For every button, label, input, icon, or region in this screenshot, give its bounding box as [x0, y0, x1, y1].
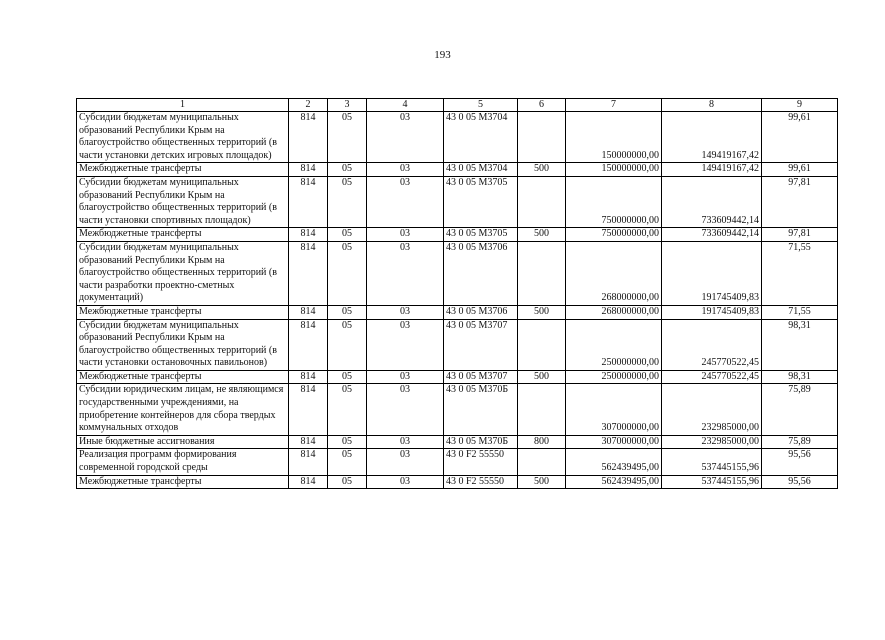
table-row	[77, 475, 838, 489]
cell-col5: 43 0 05 М3707	[444, 370, 518, 384]
cell-col4: 03	[367, 449, 444, 475]
table-row	[77, 449, 838, 475]
table-row	[77, 176, 838, 227]
table-row	[77, 384, 838, 435]
cell-name: Реализация программ формирования современной городской среды	[77, 449, 289, 475]
cell-col6: 500	[518, 475, 566, 489]
cell-col8: 191745409,83	[662, 305, 762, 319]
cell-col7: 250000000,00	[566, 319, 662, 370]
cell-col7: 268000000,00	[566, 241, 662, 305]
cell-name: Субсидии бюджетам муниципальных образований Республики Крым на благоустройство общественных территорий (в части установки детских игровых площадок)	[77, 112, 289, 163]
cell-name: Межбюджетные трансферты	[77, 228, 289, 242]
cell-col4: 03	[367, 176, 444, 227]
cell-col3: 05	[328, 241, 367, 305]
cell-col9: 97,81	[762, 176, 838, 227]
cell-col6	[518, 112, 566, 163]
cell-col6: 800	[518, 435, 566, 449]
cell-name: Субсидии бюджетам муниципальных образований Республики Крым на благоустройство общественных территорий (в части установки спортивных площадок)	[77, 176, 289, 227]
cell-col9: 71,55	[762, 241, 838, 305]
cell-col3: 05	[328, 449, 367, 475]
cell-col7: 307000000,00	[566, 384, 662, 435]
cell-col5: 43 0 05 М3706	[444, 305, 518, 319]
cell-col3: 05	[328, 305, 367, 319]
cell-col3: 05	[328, 228, 367, 242]
cell-col7: 750000000,00	[566, 228, 662, 242]
cell-col5: 43 0 F2 55550	[444, 449, 518, 475]
page-number: 193	[434, 49, 451, 61]
cell-name: Субсидии бюджетам муниципальных образований Республики Крым на благоустройство общественных территорий (в части разработки проектно-сметных документаций)	[77, 241, 289, 305]
cell-col3: 05	[328, 319, 367, 370]
table-row	[77, 163, 838, 177]
cell-col2: 814	[289, 319, 328, 370]
cell-col7: 150000000,00	[566, 163, 662, 177]
cell-col7: 562439495,00	[566, 449, 662, 475]
budget-table	[76, 98, 838, 489]
cell-col8: 733609442,14	[662, 176, 762, 227]
cell-name: Межбюджетные трансферты	[77, 475, 289, 489]
cell-col5: 43 0 05 М3705	[444, 228, 518, 242]
header-cell: 3	[328, 99, 367, 112]
table-row	[77, 241, 838, 305]
cell-col2: 814	[289, 305, 328, 319]
cell-col7: 562439495,00	[566, 475, 662, 489]
cell-col9: 75,89	[762, 384, 838, 435]
cell-col6: 500	[518, 163, 566, 177]
cell-col8: 245770522,45	[662, 319, 762, 370]
cell-col8: 537445155,96	[662, 475, 762, 489]
cell-col9: 95,56	[762, 475, 838, 489]
cell-col8: 232985000,00	[662, 435, 762, 449]
table-row	[77, 319, 838, 370]
cell-name: Субсидии юридическим лицам, не являющимся государственными учреждениями, на приобретение контейнеров для сбора твердых коммунальных отходов	[77, 384, 289, 435]
cell-col2: 814	[289, 475, 328, 489]
header-cell: 4	[367, 99, 444, 112]
cell-col2: 814	[289, 449, 328, 475]
cell-col2: 814	[289, 112, 328, 163]
cell-col6	[518, 241, 566, 305]
cell-col2: 814	[289, 176, 328, 227]
cell-col3: 05	[328, 163, 367, 177]
cell-col4: 03	[367, 241, 444, 305]
header-cell: 2	[289, 99, 328, 112]
cell-col3: 05	[328, 475, 367, 489]
cell-col6	[518, 449, 566, 475]
cell-col7: 250000000,00	[566, 370, 662, 384]
cell-col9: 97,81	[762, 228, 838, 242]
cell-col9: 95,56	[762, 449, 838, 475]
cell-col6: 500	[518, 305, 566, 319]
cell-col6	[518, 176, 566, 227]
cell-col8: 733609442,14	[662, 228, 762, 242]
cell-col7: 750000000,00	[566, 176, 662, 227]
cell-col4: 03	[367, 163, 444, 177]
header-row	[77, 99, 838, 112]
cell-col6	[518, 319, 566, 370]
cell-col4: 03	[367, 319, 444, 370]
cell-col2: 814	[289, 228, 328, 242]
cell-col3: 05	[328, 370, 367, 384]
cell-col9: 98,31	[762, 370, 838, 384]
cell-col8: 191745409,83	[662, 241, 762, 305]
cell-col6: 500	[518, 370, 566, 384]
cell-col2: 814	[289, 435, 328, 449]
cell-col8: 232985000,00	[662, 384, 762, 435]
cell-col4: 03	[367, 384, 444, 435]
cell-col2: 814	[289, 163, 328, 177]
cell-col9: 99,61	[762, 112, 838, 163]
cell-col9: 75,89	[762, 435, 838, 449]
cell-col5: 43 0 05 М3704	[444, 112, 518, 163]
table-row	[77, 305, 838, 319]
cell-col5: 43 0 05 М370Б	[444, 435, 518, 449]
cell-col5: 43 0 05 М3707	[444, 319, 518, 370]
header-cell: 7	[566, 99, 662, 112]
cell-col8: 149419167,42	[662, 112, 762, 163]
cell-name: Иные бюджетные ассигнования	[77, 435, 289, 449]
table-row	[77, 435, 838, 449]
cell-col5: 43 0 05 М3704	[444, 163, 518, 177]
cell-col6	[518, 384, 566, 435]
cell-col7: 268000000,00	[566, 305, 662, 319]
cell-col3: 05	[328, 112, 367, 163]
cell-col5: 43 0 05 М3706	[444, 241, 518, 305]
cell-col2: 814	[289, 384, 328, 435]
cell-col5: 43 0 F2 55550	[444, 475, 518, 489]
cell-col4: 03	[367, 228, 444, 242]
cell-col4: 03	[367, 305, 444, 319]
cell-col3: 05	[328, 435, 367, 449]
cell-col8: 537445155,96	[662, 449, 762, 475]
cell-col5: 43 0 05 М370Б	[444, 384, 518, 435]
cell-col7: 307000000,00	[566, 435, 662, 449]
cell-name: Межбюджетные трансферты	[77, 370, 289, 384]
header-cell: 8	[662, 99, 762, 112]
table-row	[77, 112, 838, 163]
cell-col8: 245770522,45	[662, 370, 762, 384]
header-cell: 1	[77, 99, 289, 112]
cell-col6: 500	[518, 228, 566, 242]
cell-col9: 98,31	[762, 319, 838, 370]
cell-col9: 71,55	[762, 305, 838, 319]
cell-col4: 03	[367, 435, 444, 449]
cell-col3: 05	[328, 176, 367, 227]
cell-col4: 03	[367, 370, 444, 384]
header-cell: 5	[444, 99, 518, 112]
table-row	[77, 370, 838, 384]
cell-col4: 03	[367, 475, 444, 489]
cell-col8: 149419167,42	[662, 163, 762, 177]
cell-col3: 05	[328, 384, 367, 435]
header-cell: 9	[762, 99, 838, 112]
cell-col9: 99,61	[762, 163, 838, 177]
cell-name: Межбюджетные трансферты	[77, 305, 289, 319]
cell-col5: 43 0 05 М3705	[444, 176, 518, 227]
cell-col7: 150000000,00	[566, 112, 662, 163]
cell-col4: 03	[367, 112, 444, 163]
cell-col2: 814	[289, 241, 328, 305]
table-row	[77, 228, 838, 242]
cell-name: Субсидии бюджетам муниципальных образований Республики Крым на благоустройство общественных территорий (в части установки остановочных павильонов)	[77, 319, 289, 370]
header-cell: 6	[518, 99, 566, 112]
cell-col2: 814	[289, 370, 328, 384]
cell-name: Межбюджетные трансферты	[77, 163, 289, 177]
